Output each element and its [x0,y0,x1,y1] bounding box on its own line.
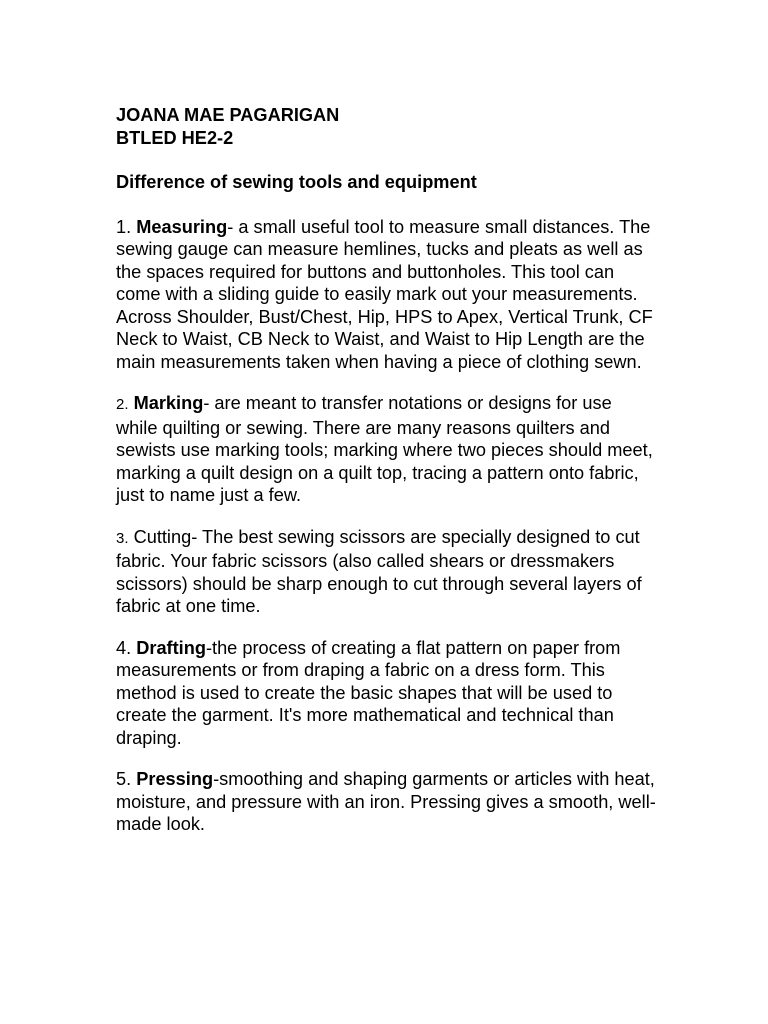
item-number: 3. [116,529,129,547]
item-term: Measuring [136,216,228,237]
item-term: Drafting [136,637,206,658]
item-text: - a small useful tool to measure small distances. The sewing gauge can measure hemlines, tucks and pleats as well as the spaces required for buttons and buttonholes. This tool can come with a sliding guide to easily mark out your measurements. [116,216,651,304]
item-text: -the process of creating a flat pattern on paper from measurements or from draping a fabric on a dress form. This method is used to create the basic shapes that will be used to create the garment. It's more mathematical and technical than draping. [116,637,621,748]
item-text: -smoothing and shaping garments or articles with heat, moisture, and pressure with an iron. Pressing gives a smooth, well-made look. [116,769,656,834]
list-item-paragraph [116,637,656,750]
item-number: 2. [116,396,129,413]
course-code: BTLED HE2-2 [116,127,234,148]
list-item-paragraph [116,216,656,306]
item-term: Cutting [133,526,192,547]
list-item-paragraph [116,526,656,618]
item-text: - The best sewing scissors are specially designed to cut fabric. Your fabric scissors (also called shears or dressmakers scissors) should be sharp enough to cut through several layers of fabric at one time. [116,526,642,616]
list-item-paragraph [116,768,656,836]
list-item-drafting [116,637,656,750]
document-page [116,104,656,855]
list-item-marking [116,392,656,507]
item-term: Pressing [136,769,214,789]
item-number: 1. [116,216,132,237]
list-item-pressing [116,768,656,836]
item-term: Marking [133,393,204,413]
list-item-paragraph [116,392,656,507]
document-heading: Difference of sewing tools and equipment [116,172,477,192]
item-number: 5. [116,769,132,789]
list-item-measuring [116,216,656,374]
item-text: - are meant to transfer notations or designs for use while quilting or sewing. There are many reasons quilters and sewists use marking tools; marking where two pieces should meet, marking a quilt design on a quilt top, tracing a pattern onto fabric, just to name just a few. [116,393,653,505]
author-name: JOANA MAE PAGARIGAN [116,105,340,125]
item-number: 4. [116,637,132,658]
list-item-cutting [116,526,656,618]
item-extra-text: Across Shoulder, Bust/Chest, Hip, HPS to Apex, Vertical Trunk, CF Neck to Waist, CB Neck to Waist, and Waist to Hip Length are the main measurements taken when having a piece of clothing sewn. [116,306,653,372]
